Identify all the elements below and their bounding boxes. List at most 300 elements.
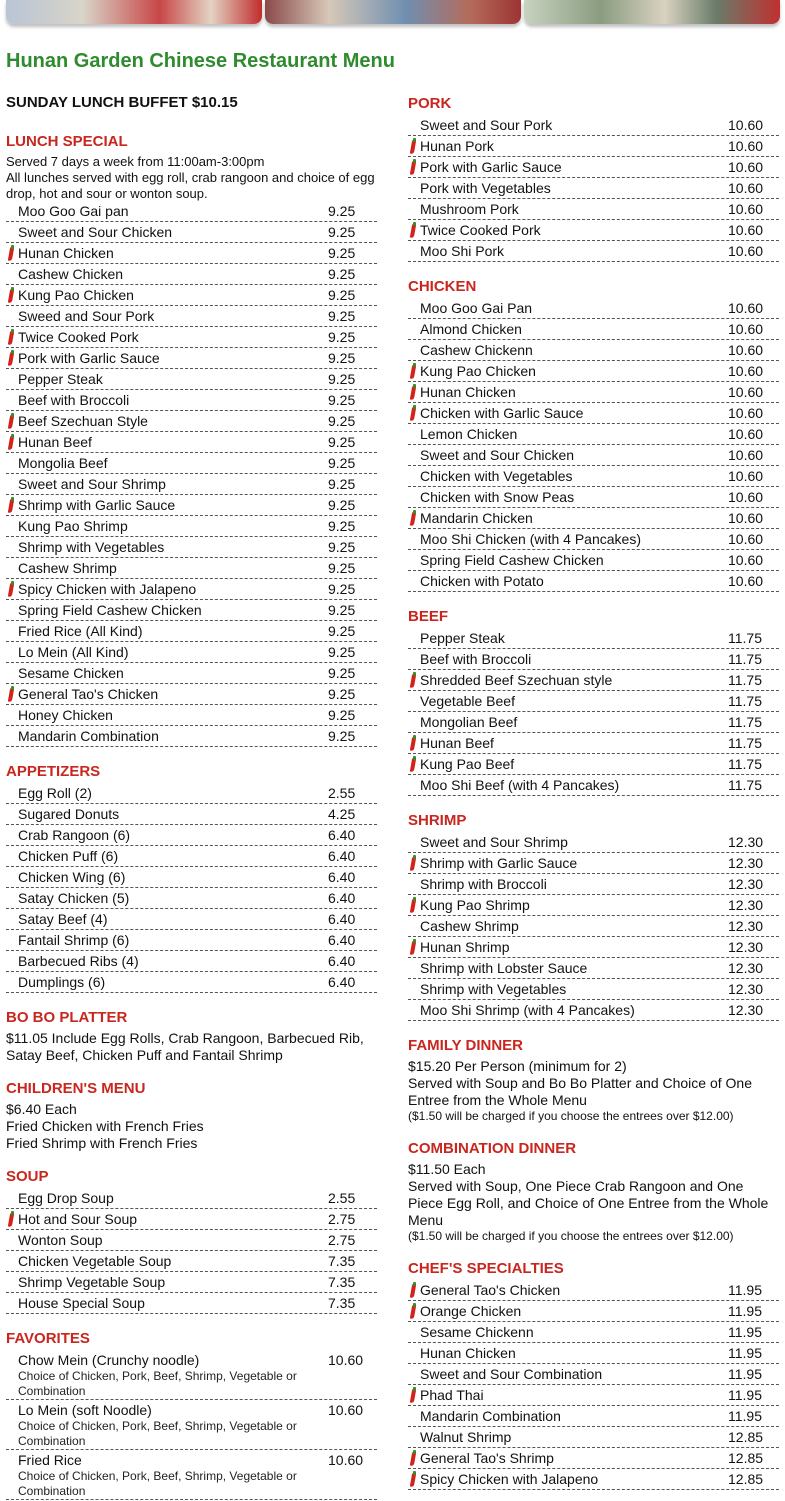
spacer <box>6 847 18 866</box>
menu-item-price: 12.30 <box>728 939 764 955</box>
menu-item-name: Mandarin Combination <box>18 728 159 744</box>
menu-item-price: 12.85 <box>728 1450 764 1466</box>
menu-item <box>6 475 377 495</box>
menu-item-price: 10.60 <box>728 573 764 589</box>
menu-item-name: Spicy Chicken with Jalapeno <box>18 581 197 597</box>
menu-item <box>408 755 779 775</box>
spacer <box>6 559 18 578</box>
menu-item-name: Kung Pao Chicken <box>420 363 536 379</box>
menu-item-price: 6.40 <box>328 953 356 969</box>
menu-item-price: 10.60 <box>328 1402 364 1418</box>
menu-item-name: Shrimp with Garlic Sauce <box>420 855 578 871</box>
chili-pepper-icon <box>6 412 18 431</box>
menu-item <box>6 805 377 825</box>
menu-item-name: Cashew Shrimp <box>18 560 117 576</box>
soup-list <box>6 1189 377 1314</box>
menu-item-price: 12.85 <box>728 1471 764 1487</box>
chili-pepper-icon <box>6 328 18 347</box>
menu-item <box>6 1252 377 1272</box>
menu-item-price: 7.35 <box>328 1253 356 1269</box>
menu-item-name: General Tao's Chicken <box>18 686 159 702</box>
spacer <box>408 917 420 936</box>
menu-item-price: 10.60 <box>728 510 764 526</box>
spacer <box>6 1252 18 1271</box>
menu-item <box>408 221 779 241</box>
menu-item-name: Chow Mein (Crunchy noodle) <box>18 1352 200 1368</box>
menu-item-name: Kung Pao Shrimp <box>420 897 530 913</box>
spacer <box>6 265 18 284</box>
menu-item-price: 9.25 <box>328 686 356 702</box>
spacer <box>408 530 420 549</box>
menu-item <box>408 341 779 361</box>
spacer <box>6 952 18 971</box>
chili-pepper-icon <box>6 244 18 263</box>
menu-item-name: Honey Chicken <box>18 707 113 723</box>
menu-item <box>408 1281 779 1301</box>
menu-item <box>408 1302 779 1322</box>
chili-pepper-icon <box>408 221 420 240</box>
menu-item <box>408 509 779 529</box>
right-column <box>408 94 779 1491</box>
menu-item-name: Chicken with Potato <box>420 573 544 589</box>
spacer <box>408 179 420 198</box>
menu-item <box>6 307 377 327</box>
lunch-hours: Served 7 days a week from 11:00am-3:00pm <box>6 154 265 169</box>
menu-item-price: 7.35 <box>328 1274 356 1290</box>
menu-item-price: 10.60 <box>728 180 764 196</box>
appetizers-list <box>6 784 377 993</box>
menu-item-price: 11.75 <box>728 693 762 709</box>
menu-item-price: 9.25 <box>328 329 356 345</box>
menu-item-price: 2.75 <box>328 1232 356 1248</box>
menu-item-price: 10.60 <box>728 159 764 175</box>
menu-item <box>6 538 377 558</box>
spacer <box>6 1231 18 1250</box>
menu-item-name: Moo Goo Gai Pan <box>420 300 533 316</box>
menu-item <box>408 200 779 220</box>
menu-item-price: 6.40 <box>328 911 356 927</box>
menu-item-name: Shrimp Vegetable Soup <box>18 1274 166 1290</box>
spacer <box>408 833 420 852</box>
menu-item <box>6 559 377 579</box>
menu-item-price: 2.75 <box>328 1211 356 1227</box>
menu-item-price: 6.40 <box>328 869 356 885</box>
banner-image-right <box>524 0 780 24</box>
menu-item-price: 6.40 <box>328 827 356 843</box>
menu-item <box>6 1231 377 1251</box>
menu-item-price: 9.25 <box>328 392 356 408</box>
menu-item <box>6 727 377 747</box>
menu-item-name: Sesame Chickenn <box>420 1324 534 1340</box>
menu-item <box>6 370 377 390</box>
menu-item-name: Fried Rice (All Kind) <box>18 623 143 639</box>
spacer <box>408 1365 420 1384</box>
menu-item-price: 11.75 <box>728 651 762 667</box>
menu-item <box>408 854 779 874</box>
menu-item-price: 12.30 <box>728 1002 764 1018</box>
menu-item <box>6 412 377 432</box>
menu-item <box>6 952 377 972</box>
spacer <box>6 517 18 536</box>
menu-item-name: Spring Field Cashew Chicken <box>18 602 202 618</box>
menu-item <box>408 320 779 340</box>
menu-item-name: Chicken with Garlic Sauce <box>420 405 584 421</box>
menu-item-name: Dumplings (6) <box>18 974 106 990</box>
menu-item-price: 9.25 <box>328 455 356 471</box>
combination-description: Served with Soup, One Piece Crab Rangoon and One Piece Egg Roll, and Choice of One Entree from the Whole Menu <box>408 1178 769 1228</box>
menu-item-price: 10.60 <box>728 363 764 379</box>
menu-item <box>408 896 779 916</box>
combination-note: ($1.50 will be charged if you choose the entrees over $12.00) <box>408 1229 734 1243</box>
menu-item <box>408 299 779 319</box>
menu-item-price: 10.60 <box>728 300 764 316</box>
spacer <box>408 959 420 978</box>
menu-item-name: Kung Pao Shrimp <box>18 518 128 534</box>
section-heading-combination-dinner: COMBINATION DINNER <box>408 1140 577 1157</box>
chili-pepper-icon <box>408 1470 420 1489</box>
chili-pepper-icon <box>408 734 420 753</box>
menu-item-name: Twice Cooked Pork <box>420 222 541 238</box>
menu-item-price: 10.60 <box>728 405 764 421</box>
menu-item <box>6 847 377 867</box>
menu-item-price: 10.60 <box>728 426 764 442</box>
chef-specialties-list <box>408 1281 779 1490</box>
menu-item <box>408 1449 779 1469</box>
menu-item <box>408 383 779 403</box>
menu-item <box>408 425 779 445</box>
menu-item-name: Chicken Wing (6) <box>18 869 126 885</box>
menu-item-price: 11.95 <box>728 1282 762 1298</box>
menu-item <box>408 572 779 592</box>
menu-item-name: Fried Rice <box>18 1452 82 1468</box>
menu-item-name: Satay Chicken (5) <box>18 890 130 906</box>
spacer <box>408 713 420 732</box>
chili-pepper-icon <box>408 854 420 873</box>
chicken-list <box>408 299 779 592</box>
menu-item-price: 4.25 <box>328 806 356 822</box>
menu-item-price: 12.30 <box>728 855 764 871</box>
menu-item-price: 9.25 <box>328 602 356 618</box>
chili-pepper-icon <box>408 671 420 690</box>
menu-item <box>6 868 377 888</box>
section-heading-chicken: CHICKEN <box>408 278 477 295</box>
banner-image-center <box>265 0 521 24</box>
menu-item-name: Hunan Shrimp <box>420 939 510 955</box>
menu-item-name: Hunan Chicken <box>420 384 516 400</box>
spacer <box>408 980 420 999</box>
spacer <box>408 320 420 339</box>
menu-item <box>408 629 779 649</box>
menu-item-price: 9.25 <box>328 434 356 450</box>
menu-item-name: Orange Chicken <box>420 1303 522 1319</box>
shrimp-list <box>408 833 779 1021</box>
menu-item-price: 10.60 <box>728 384 764 400</box>
menu-item-name: Moo Shi Pork <box>420 243 505 259</box>
chili-pepper-icon <box>6 685 18 704</box>
menu-item-price: 12.30 <box>728 876 764 892</box>
spacer <box>408 116 420 135</box>
menu-item-price: 9.25 <box>328 308 356 324</box>
menu-item <box>6 889 377 909</box>
menu-item-price: 12.30 <box>728 834 764 850</box>
menu-item-name: Fantail Shrimp (6) <box>18 932 130 948</box>
menu-item <box>6 931 377 951</box>
spacer <box>6 1294 18 1313</box>
menu-item-price: 10.60 <box>728 342 764 358</box>
spacer <box>408 299 420 318</box>
menu-item-name: Cashew Chicken <box>18 266 124 282</box>
menu-item-price: 9.25 <box>328 518 356 534</box>
menu-item-name: Wonton Soup <box>18 1232 103 1248</box>
menu-item-name: Beef with Broccoli <box>420 651 532 667</box>
menu-item <box>408 959 779 979</box>
menu-item-price: 9.25 <box>328 644 356 660</box>
chili-pepper-icon <box>6 1210 18 1229</box>
spacer <box>408 692 420 711</box>
chili-pepper-icon <box>6 349 18 368</box>
spacer <box>6 475 18 494</box>
menu-item-name: Pepper Steak <box>420 630 505 646</box>
menu-item-name: Hunan Beef <box>18 434 92 450</box>
menu-item <box>408 671 779 691</box>
menu-item <box>408 467 779 487</box>
menu-item-price: 6.40 <box>328 848 356 864</box>
menu-item <box>408 938 779 958</box>
menu-item-price: 6.40 <box>328 974 356 990</box>
menu-item <box>408 692 779 712</box>
menu-item <box>6 706 377 726</box>
menu-item <box>408 1344 779 1364</box>
menu-item-name: Shrimp with Vegetables <box>18 539 165 555</box>
header-banner <box>6 0 780 28</box>
spacer <box>6 454 18 473</box>
menu-item-price: 10.60 <box>328 1452 364 1468</box>
spacer <box>6 931 18 950</box>
menu-item <box>6 1189 377 1209</box>
menu-item <box>6 1401 377 1450</box>
menu-item-price: 9.25 <box>328 245 356 261</box>
menu-item-name: General Tao's Chicken <box>420 1282 561 1298</box>
menu-item-name: Shrimp with Lobster Sauce <box>420 960 588 976</box>
menu-item-name: Sugared Donuts <box>18 806 120 822</box>
menu-item <box>408 179 779 199</box>
spacer <box>6 889 18 908</box>
spacer <box>408 242 420 261</box>
spacer <box>408 1001 420 1020</box>
menu-item-name: Pepper Steak <box>18 371 103 387</box>
menu-item-name: Moo Goo Gai pan <box>18 203 129 219</box>
spacer <box>408 551 420 570</box>
menu-item-name: Hunan Pork <box>420 138 494 154</box>
section-heading-childrens-menu: CHILDREN'S MENU <box>6 1080 146 1097</box>
menu-item <box>408 917 779 937</box>
menu-item-name: Sweet and Sour Shrimp <box>420 834 568 850</box>
menu-item-price: 11.75 <box>728 777 762 793</box>
spacer <box>6 826 18 845</box>
menu-item-price: 9.25 <box>328 707 356 723</box>
menu-item-price: 11.95 <box>728 1408 762 1424</box>
menu-item-price: 12.30 <box>728 897 764 913</box>
chili-pepper-icon <box>6 286 18 305</box>
menu-item-price: 10.60 <box>728 321 764 337</box>
menu-item-name: Lo Mein (All Kind) <box>18 644 129 660</box>
spacer <box>408 650 420 669</box>
menu-item-name: Moo Shi Beef (with 4 Pancakes) <box>420 777 620 793</box>
spacer <box>6 370 18 389</box>
page-title: Hunan Garden Chinese Restaurant Menu <box>6 50 395 72</box>
chili-pepper-icon <box>6 580 18 599</box>
section-heading-chefs-specialties: CHEF'S SPECIALTIES <box>408 1260 564 1277</box>
spacer <box>408 776 420 795</box>
spacer <box>408 629 420 648</box>
spacer <box>6 601 18 620</box>
menu-item <box>408 1386 779 1406</box>
menu-item-name: Beef with Broccoli <box>18 392 130 408</box>
menu-item-price: 9.25 <box>328 623 356 639</box>
menu-item-price: 6.40 <box>328 932 356 948</box>
menu-item-price: 9.25 <box>328 371 356 387</box>
menu-item-name: Barbecued Ribs (4) <box>18 953 139 969</box>
menu-item-description: Choice of Chicken, Pork, Beef, Shrimp, Vegetable or Combination <box>18 1419 297 1448</box>
menu-item-price: 11.75 <box>728 735 762 751</box>
menu-item-name: General Tao's Shrimp <box>420 1450 554 1466</box>
menu-item <box>6 664 377 684</box>
menu-item-name: Egg Roll (2) <box>18 785 92 801</box>
menu-item-name: Hunan Chicken <box>18 245 114 261</box>
menu-item <box>408 833 779 853</box>
chili-pepper-icon <box>408 362 420 381</box>
menu-item-name: Pork with Garlic Sauce <box>18 350 160 366</box>
menu-item-price: 2.55 <box>328 1190 356 1206</box>
menu-item-name: Moo Shi Shrimp (with 4 Pancakes) <box>420 1002 635 1018</box>
menu-item-name: Shrimp with Vegetables <box>420 981 567 997</box>
pork-list <box>408 116 779 262</box>
chili-pepper-icon <box>408 1281 420 1300</box>
menu-item <box>6 784 377 804</box>
menu-item-description: Choice of Chicken, Pork, Beef, Shrimp, Vegetable or Combination <box>18 1469 297 1498</box>
menu-item-name: Egg Drop Soup <box>18 1190 114 1206</box>
menu-item <box>6 433 377 453</box>
menu-item-name: Beef Szechuan Style <box>18 413 148 429</box>
buffet-banner: SUNDAY LUNCH BUFFET $10.15 <box>6 94 238 111</box>
menu-item <box>6 349 377 369</box>
menu-item <box>6 244 377 264</box>
menu-item <box>408 530 779 550</box>
menu-item <box>408 488 779 508</box>
menu-item-price: 10.60 <box>728 468 764 484</box>
menu-item-price: 9.25 <box>328 224 356 240</box>
menu-item-name: Chicken Puff (6) <box>18 848 119 864</box>
menu-item-price: 9.25 <box>328 350 356 366</box>
menu-item <box>408 551 779 571</box>
spacer <box>6 307 18 326</box>
chili-pepper-icon <box>6 433 18 452</box>
menu-item-price: 10.60 <box>728 447 764 463</box>
spacer <box>6 805 18 824</box>
menu-item <box>6 580 377 600</box>
menu-item <box>408 404 779 424</box>
menu-item-body <box>18 1351 328 1399</box>
menu-item <box>6 265 377 285</box>
menu-item-name: Sweet and Sour Shrimp <box>18 476 166 492</box>
menu-item-price: 2.55 <box>328 785 356 801</box>
menu-item-name: Walnut Shrimp <box>420 1429 512 1445</box>
spacer <box>408 1428 420 1447</box>
menu-item <box>6 517 377 537</box>
menu-item-name: Sweet and Sour Chicken <box>420 447 575 463</box>
chili-pepper-icon <box>408 509 420 528</box>
chili-pepper-icon <box>408 896 420 915</box>
menu-item-price: 11.75 <box>728 714 762 730</box>
menu-item-price: 12.30 <box>728 918 764 934</box>
menu-item-name: Phad Thai <box>420 1387 484 1403</box>
menu-item-price: 10.60 <box>728 222 764 238</box>
chili-pepper-icon <box>408 938 420 957</box>
menu-item-price: 9.25 <box>328 728 356 744</box>
menu-item-name: Mushroom Pork <box>420 201 519 217</box>
menu-item-price: 11.75 <box>728 630 762 646</box>
menu-item <box>6 454 377 474</box>
menu-item <box>408 137 779 157</box>
menu-item <box>6 622 377 642</box>
spacer <box>408 1323 420 1342</box>
spacer <box>408 572 420 591</box>
menu-item-name: Hunan Beef <box>420 735 494 751</box>
menu-item <box>6 826 377 846</box>
spacer <box>6 391 18 410</box>
menu-item <box>6 1451 377 1500</box>
section-heading-beef: BEEF <box>408 608 449 625</box>
spacer <box>6 706 18 725</box>
spacer <box>6 1401 18 1449</box>
menu-item-name: Mandarin Combination <box>420 1408 561 1424</box>
section-heading-family-dinner: FAMILY DINNER <box>408 1037 524 1054</box>
menu-item-price: 6.40 <box>328 890 356 906</box>
menu-item-price: 10.60 <box>728 552 764 568</box>
menu-item-name: Twice Cooked Pork <box>18 329 139 345</box>
section-heading-bo-bo-platter: BO BO PLATTER <box>6 1009 128 1026</box>
menu-item-name: Mongolian Beef <box>420 714 518 730</box>
menu-item <box>408 446 779 466</box>
menu-item-name: Spring Field Cashew Chicken <box>420 552 604 568</box>
spacer <box>6 1273 18 1292</box>
spacer <box>408 341 420 360</box>
menu-item-name: Chicken Vegetable Soup <box>18 1253 172 1269</box>
menu-item-price: 12.85 <box>728 1429 764 1445</box>
menu-item-price: 10.60 <box>728 243 764 259</box>
menu-item <box>6 601 377 621</box>
spacer <box>408 467 420 486</box>
spacer <box>6 1451 18 1499</box>
family-description: Served with Soup and Bo Bo Platter and Choice of One Entree from the Whole Menu <box>408 1075 752 1108</box>
menu-item-name: Sweet and Sour Combination <box>420 1366 603 1382</box>
family-price: $15.20 Per Person (minimum for 2) <box>408 1058 627 1074</box>
menu-item-price: 10.60 <box>728 117 764 133</box>
banner-image-left <box>6 0 262 24</box>
spacer <box>6 1351 18 1399</box>
menu-item <box>408 1001 779 1021</box>
section-heading-lunch-special: LUNCH SPECIAL <box>6 133 128 150</box>
menu-item-name: Kung Pao Beef <box>420 756 515 772</box>
menu-item-body <box>18 1401 328 1449</box>
menu-item-name: Sweet and Sour Chicken <box>18 224 173 240</box>
menu-item <box>6 643 377 663</box>
menu-item <box>408 1323 779 1343</box>
spacer <box>6 868 18 887</box>
menu-item-price: 9.25 <box>328 539 356 555</box>
menu-item-name: Pork with Garlic Sauce <box>420 159 562 175</box>
section-heading-appetizers: APPETIZERS <box>6 763 101 780</box>
